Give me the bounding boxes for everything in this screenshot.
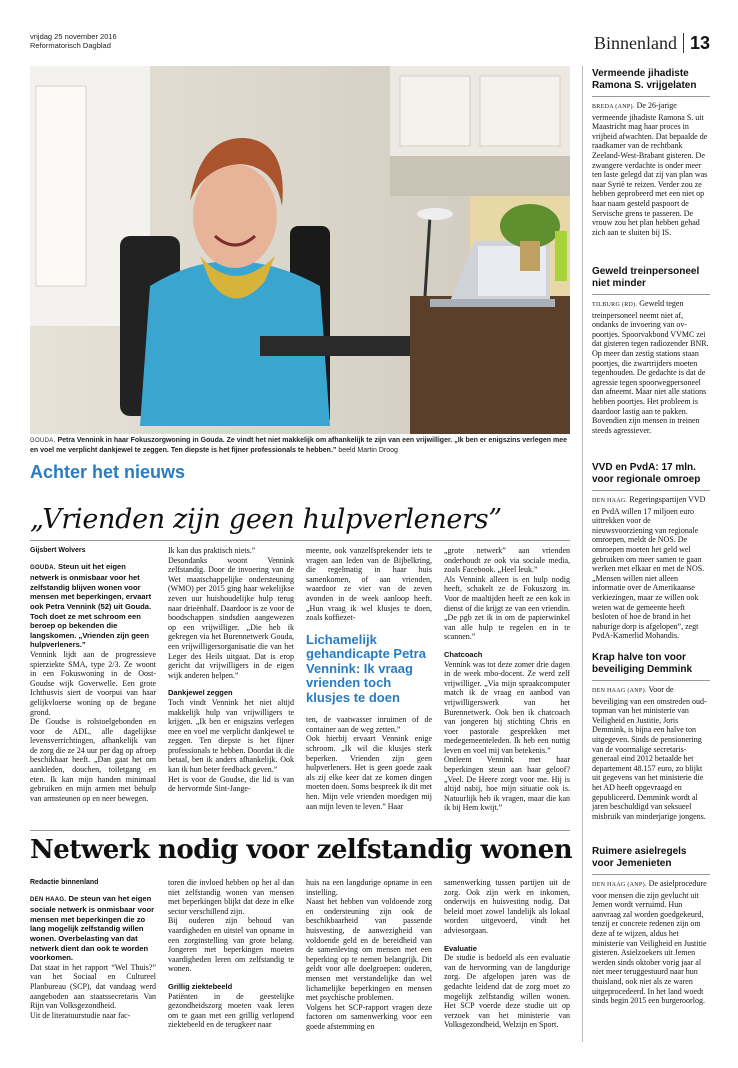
sidebar-place: DEN HAAG (ANP). <box>592 688 647 694</box>
sidebar-body <box>592 685 710 821</box>
header-dateline <box>30 32 117 50</box>
sidebar-place: BREDA (ANP). <box>592 104 635 110</box>
header-section-block <box>594 32 710 54</box>
article-kicker: Achter het nieuws <box>30 462 186 482</box>
paragraph: Naast het hebben van voldoende zorg en ondersteuning zijn ook de beschikbaarheid van passende huisvesting, de aanwezigheid van voldoende geld en de bereidheid van de samenleving om mensen met een beperking op te nemen belangrijk. Dit geldt voor alle doelgroepen: ouderen, mensen met verstandelijke dan wel lichamelijke beperkingen en mensen met psychische problemen. <box>306 897 432 1003</box>
article-byline: Gijsbert Wolvers <box>30 547 86 554</box>
pull-quote: Lichamelijk gehandicapte Petra Vennink: Ik vraag vrienden toch klusjes te doen <box>306 631 426 705</box>
subheading: Dankjewel zeggen <box>168 688 233 698</box>
paragraph: Als Vennink alleen is en hulp nodig heeft, schakelt ze de Fokuszorg in. Voor de maaltijden heeft ze een kok in dienst of die krijgt ze van een vriendin. „De pgb zet ik in om de papierwinkel van alle hulp te regelen en in te scannen.” <box>444 574 570 642</box>
sidebar-text: Voor de beveiliging van een omstreden oud-topman van het ministerie van Veiligheid en Justitie, Joris Demmink, is bijna een halve ton uitgegeven. Sinds de pensionering van de voormalige secretaris-generaal eind 2012 betaalde het departement 48.157 euro, zo blijkt uit gegevens van het ministerie die het AD heeft opgevraagd en gepubliceerd. Demmink wordt al jaren beschuldigd van seksueel misbruik van minderjarige jongens. <box>592 685 707 821</box>
paragraph: ten, de vaatwasser inruimen of de container aan de weg zetten.” <box>306 715 432 734</box>
article-column-3 <box>306 546 432 811</box>
caption-place: GOUDA. <box>30 438 56 444</box>
headline-divider <box>30 540 570 541</box>
sidebar-article-1 <box>592 68 710 237</box>
bottom-column-1 <box>30 878 156 1020</box>
paragraph: huis na een langdurige opname in een instelling. <box>306 878 432 897</box>
sidebar-article-5 <box>592 846 710 1006</box>
sidebar-place: DEN HAAG (ANP). <box>592 882 647 888</box>
paragraph: Toch vindt Vennink het niet altijd makkelijk hulp van vrijwilligers te krijgen. „Ik ben er enigszins verlegen mee en voel me verplicht dankjewel te zeggen. Ten diepste is het fijner professionals te hebben. Doordat ik die betaal, ben ik anders afhankelijk. Ook kan ik hun beter feedback geven.” <box>168 697 294 775</box>
lead-text: Steun uit het eigen netwerk is onmisbaar voor het zelfstandig blijven wonen voor mensen met beperkingen, ervaart ook Petra Vennink (52) uit Gouda. Toch doet ze met schroom een beroep op bekenden die langskomen. „Vrienden zijn geen hulpverleners.” <box>30 561 152 650</box>
sidebar-text: De 26-jarige vermeende jihadiste Ramona S. uit Maastricht mag haar proces in vrijheid afwachten. Dat bepaalde de raadkamer van de rechtbank Zeeland-West-Brabant gisteren. De zwangere verdachte is onder meer ten laste gelegd dat zij van plan was naar Syrië te reizen. Verder zou ze hebben geprobeerd met een niet op haar naam gesteld paspoort de Servische grens te passeren. De vrouw zou het plan hebben gehad zich aan te sluiten bij IS. <box>592 101 708 237</box>
photo-illustration <box>30 66 570 434</box>
paragraph: Het is voor de Goudse, die lid is van de hervormde Sint-Jange- <box>168 774 294 794</box>
sidebar-body <box>592 299 710 435</box>
paragraph: samenwerking tussen partijen uit de zorg. Ook zijn werk en inkomen, onderwijs en huisvesting nodig. Dat beleid moet zowel landelijk als lokaal worden uitgevoerd, vindt het adviesorgaan. <box>444 878 570 935</box>
sidebar-place: DEN HAAG. <box>592 498 628 504</box>
sidebar-text: Geweld tegen treinpersoneel neemt niet af, ondanks de invoering van ov-poortjes. Spoorvakbond VVMC zei dat gisteren tegen radiozender BNR. Op meer dan zestig stations staan poortjes, die zwartrijders moeten tegenhouden. De gedachte is dat de agressie tegen spoorwegpersoneel dan afneemt. Maar niet alle stations hebben poortjes. Het probleem is daardoor lastig aan te pakken. Bovendien zijn mensen in treinen steeds agressiever. <box>592 299 709 435</box>
paragraph: Dat staat in het rapport “Wel Thuis?” van het Sociaal en Cultureel Planbureau (SCP), dat vandaag werd aangeboden aan staatssecretaris Van Rijn van Volksgezondheid. <box>30 962 156 1011</box>
bottom-column-4 <box>444 878 570 1030</box>
sidebar-headline: VVD en PvdA: 17 mln. voor regionale omroep <box>592 462 710 491</box>
paragraph: Desondanks woont Vennink zelfstandig. Door de invoering van de Wet maatschappelijke ondersteuning (WMO) per 2015 ging haar wekelijkse zeven uur huishoudelijke hulp terug naar drieënhalf. Daardoor is ze voor de boodschappen sindsdien aangewezen op een vrijwilliger. „Die heb ik gekregen via het Burennetwerk Gouda, een vrijwilligersorganisatie die van het Leger des Heils uitgaat. Dat is erop gericht dat vrijwilligers in de eigen wijk anderen helpen.” <box>168 555 294 680</box>
bottom-column-2 <box>168 878 294 1030</box>
header-date: vrijdag 25 november 2016 <box>30 32 117 41</box>
paragraph: Vennink lijdt aan de progressieve spierziekte SMA, type 2/3. Ze woont in een Fokuswoning in de Oost-Goudse wijk Goverwelle. Een grote Ichthusvis siert de voorpui van haar gelijkvloerse woning op de begane grond. <box>30 649 156 717</box>
lead-place: DEN HAAG. <box>30 896 67 903</box>
article-photo <box>30 66 570 434</box>
bottom-article-divider <box>30 830 570 831</box>
sidebar-headline: Krap halve ton voor beveiliging Demmink <box>592 652 710 681</box>
header-paper-name: Reformatorisch Dagblad <box>30 41 111 50</box>
article-column-4 <box>444 546 570 813</box>
paragraph: meente, ook vanzelfsprekender iets te vragen aan leden van de Bijbelkring, die regelmatig in haar huis samenkomen, of aan vrienden, waardoor ze vier van de zeven avonden in de week aanloop heeft. „Hun vraag ik wel klusjes te doen, zoals koffiezet- <box>306 546 432 623</box>
article-column-1 <box>30 546 156 803</box>
page-number: 13 <box>689 33 710 53</box>
paragraph: Bij ouderen zijn behoud van vaardigheden en uitstel van opname in een zorginstelling van grote belang. Jongeren met beperkingen moeten vaardigheden leren om zelfstandig te wonen. <box>168 916 294 974</box>
sidebar-text: De asielprocedure voor mensen die zijn gevlucht uit Jemen wordt verruimd. Hun aanvraag zal worden goedgekeurd, tenzij er concrete redenen zijn om deze af te wijzen, aldus het ministerie van Veiligheid en Justitie gisteren. Asielzoekers uit Jemen werden sinds oktober vorig jaar al niet meer teruggestuurd naar hun thuisland, ook niet als ze waren uitgeprocedeerd. In het land woedt sinds begin 2015 een burgeroorlog. <box>592 879 707 1006</box>
photo-caption <box>30 436 570 456</box>
paragraph: De Goudse is rolstoelgebonden en voor de ADL, alle dagelijkse levensverrichtingen, afhankelijk van de zorg die ze 24 uur per dag op afroep beschikbaar heeft. „Dan gaat het om aankleden, douchen, toiletgang en eten. Ik kan mijn handen minimaal gebruiken en mijn armen met behulp van armsteunen op en neer bewegen. <box>30 717 156 803</box>
subheading: Evaluatie <box>444 943 477 953</box>
sidebar-article-3 <box>592 462 710 641</box>
bottom-lead <box>30 894 156 963</box>
article-lead <box>30 562 156 650</box>
sidebar-article-2 <box>592 266 710 435</box>
caption-text: Petra Vennink in haar Fokuszorgwoning in Gouda. Ze vindt het niet makkelijk om afhankelijk te zijn van een vrijwilliger. „Ik ben er enigszins verlegen mee en voel me verplicht dankjewel te zeggen. Ten diepste is het fijner professionals te hebben.” <box>30 437 568 454</box>
article-headline: „Vrienden zijn geen hulpverleners” <box>30 504 502 535</box>
page-header <box>30 32 710 62</box>
photo-credit: beeld Martin Droog <box>338 447 398 454</box>
bottom-byline: Redactie binnenland <box>30 879 99 886</box>
bottom-article-headline: Netwerk nodig voor zelfstandig wonen <box>30 835 573 865</box>
lead-text: De steun van het eigen sociale netwerk is onmisbaar voor mensen met beperkingen die zo lang mogelijk zelfstandig willen wonen. Overbelasting van dat netwerk dient dan ook te worden voorkomen. <box>30 893 155 963</box>
sidebar-headline: Geweld treinpersoneel niet minder <box>592 266 710 295</box>
sidebar-body <box>592 101 710 237</box>
sidebar-body <box>592 495 710 641</box>
paragraph: Ontleent Vennink met haar beperkingen steun aan haar geloof? „Veel. De Heere zorgt voor me. Hij is altijd nabij, hoe mijn situatie ook is. Natuurlijk heb ik vragen, maar die kan ik bij Hem kwijt.” <box>444 755 570 813</box>
sidebar-article-4 <box>592 652 710 821</box>
sidebar-headline: Ruimere asielregels voor Jemenieten <box>592 846 710 875</box>
paragraph: De studie is bedoeld als een evaluatie van de hervorming van de langdurige zorg. De afgelopen jaren was de gedachte leidend dat de zorg moet zo mogelijk zelfstandig willen wonen. Het SCP voerde deze studie uit op verzoek van het ministerie van Volksgezondheid, Welzijn en Sport. <box>444 953 570 1030</box>
lead-place: GOUDA. <box>30 564 56 571</box>
paragraph: Ook hierbij ervaart Vennink enige schroom. „Ik wil die klusjes sterk beperken. Vrienden zijn geen hulpverleners. Het is geen goede zaak als zij elke keer dat ze komen dingen moeten doen. Soms bespreek ik dit met hen. Mijn vele vrienden moedigen mij aan mijn leven te leven.” Haar <box>306 734 432 811</box>
paragraph: Vennink was tot deze zomer drie dagen in de week mbo-docent. Ze werd zelf vrijwilliger. „Via mijn spraakcomputer match ik de vraag en aanbod van vrijwilligerswerk van het Burennetwerk. Ook ben ik chatcoach van jongeren bij stichting Chris en voer pastorale gesprekken met medegemeenteleden. Ik heb een nuttig leven en voel mij van betekenis.” <box>444 659 570 755</box>
subheading: Chatcoach <box>444 649 483 659</box>
paragraph: toren die invloed hebben op het al dan niet zelfstandig wonen van mensen met beperkingen blijkt dat deze in elke sector verschillend zijn. <box>168 878 294 916</box>
paragraph: Uit de literatuurstudie naar fac- <box>30 1010 131 1020</box>
sidebar-text: Regeringspartijen VVD en PvdA willen 17 miljoen euro uittrekken voor de nieuwsvoorziening van regionale omroepen, meldt de NOS. De omroepen moeten het geld wel gebruiken om meer samen te gaan werken met elkaar en met de NOS. „Mensen willen niet alleen informatie over de Amerikaanse verkiezingen, maar ze willen ook weten wat de gemeente heeft besloten of hoe de brand in het naburige dorp is afgelopen”, zegt PvdA-Kamerlid Mohandis. <box>592 495 706 641</box>
subheading: Grillig ziektebeeld <box>168 981 233 991</box>
sidebar-body <box>592 879 710 1006</box>
paragraph: „grote netwerk” aan vrienden onderhoudt ze ook via sociale media, zoals Facebook. „Heel leuk.” <box>444 546 570 575</box>
sidebar-place: TILBURG (RD). <box>592 302 638 308</box>
sidebar-headline: Vermeende jihadiste Ramona S. vrijgelaten <box>592 68 710 97</box>
sidebar-divider <box>582 66 583 1042</box>
paragraph: Ik kan dus praktisch niets.” <box>168 546 256 555</box>
paragraph: Patiënten in de geestelijke gezondheidszorg moeten vaak leren om te gaan met een grillig verlopend ziektebeeld en de terugkeer naar <box>168 991 294 1030</box>
paragraph: Volgens het SCP-rapport vragen deze factoren om samenwerking voor een goede afstemming en <box>306 1002 432 1031</box>
bottom-column-3 <box>306 878 432 1032</box>
section-name: Binnenland <box>594 33 684 53</box>
article-column-2 <box>168 546 294 794</box>
